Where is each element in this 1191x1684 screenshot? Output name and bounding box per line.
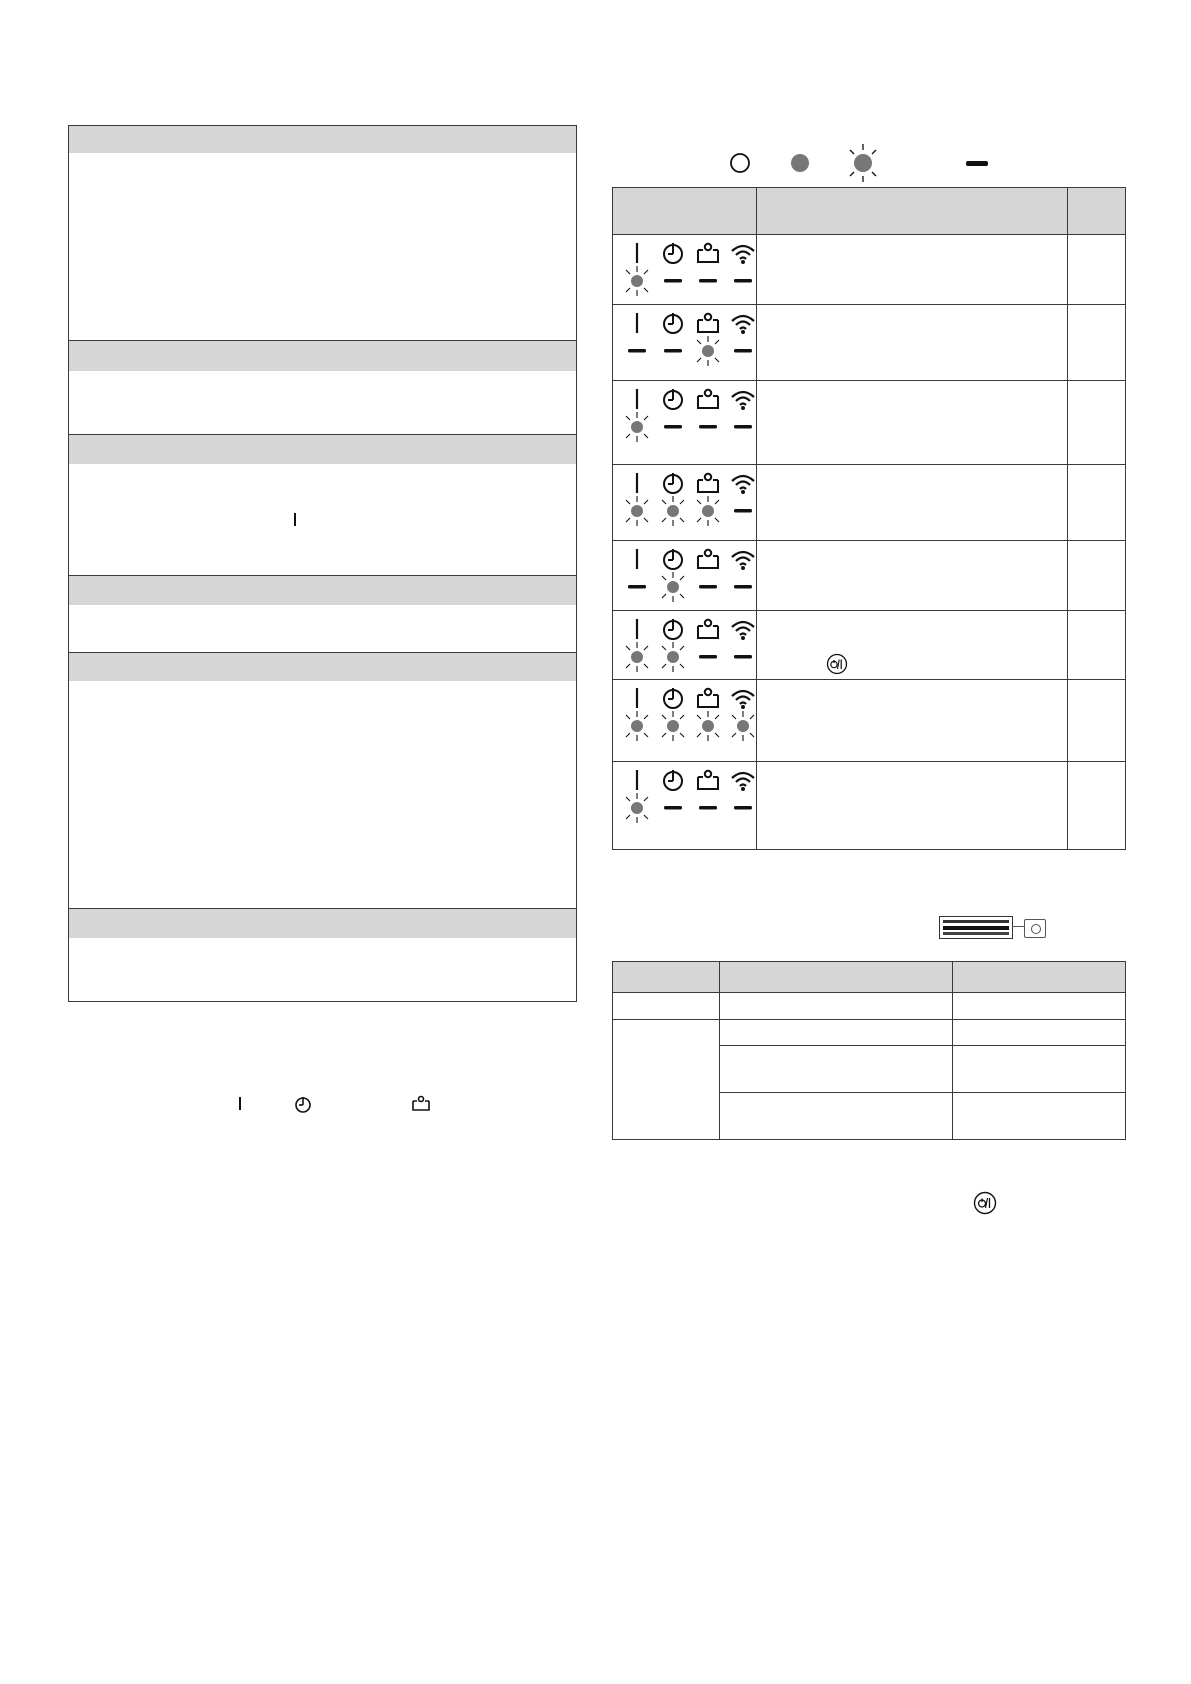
dash-icon (966, 161, 988, 166)
indicator-extra-cell (1068, 381, 1126, 465)
indicator-power-icon (624, 241, 654, 295)
timer-icon (660, 686, 686, 710)
timer-icon (660, 387, 686, 411)
tank-icon (695, 471, 721, 495)
section-header-4 (69, 576, 576, 605)
blinking-led-icon (658, 642, 688, 672)
indicator-power-icon (624, 311, 654, 365)
indicator-power-icon (624, 471, 654, 525)
dash-icon (728, 336, 758, 366)
indicator-state (622, 793, 652, 823)
tank-icon (411, 1094, 431, 1112)
indicator-icons-cell (613, 235, 757, 305)
indicator-power-icon (624, 768, 654, 822)
indicator-description-cell (757, 611, 1068, 680)
indicator-icons-cell (613, 305, 757, 381)
indicator-state (728, 572, 758, 602)
spec-table (612, 961, 1126, 1140)
indicator-state (622, 496, 652, 526)
blinking-led-icon (693, 336, 723, 366)
indicator-description-cell (757, 680, 1068, 762)
indicator-state (693, 711, 723, 741)
wifi-icon (730, 241, 756, 265)
table-row (613, 993, 1126, 1020)
power-icon (624, 471, 650, 495)
indicator-timer-icon (660, 686, 690, 740)
power-bar-icon (239, 1097, 241, 1110)
indicator-timer-icon (660, 768, 690, 822)
power-button-icon (826, 653, 848, 675)
section-header-6 (69, 909, 576, 938)
indicator-state (658, 572, 688, 602)
indicator-timer-icon (660, 311, 690, 365)
tank-icon (695, 547, 721, 571)
indicator-power-icon (624, 387, 654, 441)
indicator-row (613, 680, 1126, 762)
indicator-state (622, 266, 652, 296)
indicator-icons-cell (613, 465, 757, 541)
device-outline-icon (1024, 919, 1046, 938)
timer-icon (660, 311, 686, 335)
dash-icon (728, 412, 758, 442)
blinking-led-icon (622, 496, 652, 526)
indicator-timer-icon (660, 241, 690, 295)
blinking-led-icon (658, 496, 688, 526)
indicator-state (693, 572, 723, 602)
header-cell (720, 962, 953, 993)
tank-icon (695, 686, 721, 710)
power-icon (624, 311, 650, 335)
indicator-timer-icon (660, 387, 690, 441)
section-header-2 (69, 341, 576, 371)
indicator-state (693, 642, 723, 672)
indicator-state (728, 336, 758, 366)
blinking-led-icon (622, 266, 652, 296)
blinking-led-icon (622, 412, 652, 442)
power-icon (624, 768, 650, 792)
indicator-timer-icon (660, 471, 690, 525)
tank-icon (695, 387, 721, 411)
indicator-tank-icon (695, 686, 725, 740)
indicator-table (612, 187, 1126, 850)
indicator-state (728, 793, 758, 823)
power-button-icon (973, 1191, 997, 1215)
power-bar-icon (294, 513, 296, 526)
indicator-icons-cell (613, 381, 757, 465)
dash-icon (658, 336, 688, 366)
dash-icon (693, 793, 723, 823)
indicator-extra-cell (1068, 611, 1126, 680)
dash-icon (658, 266, 688, 296)
indicator-tank-icon (695, 768, 725, 822)
dash-icon (622, 336, 652, 366)
indicator-extra-cell (1068, 305, 1126, 381)
indicator-extra-cell (1068, 541, 1126, 611)
indicator-state (728, 711, 758, 741)
indicator-icons-cell (613, 762, 757, 850)
indicator-wifi-icon (730, 471, 760, 525)
indicator-state (728, 412, 758, 442)
header-cell (1068, 188, 1126, 235)
indicator-state (622, 642, 652, 672)
indicator-row (613, 465, 1126, 541)
blinking-led-icon (693, 711, 723, 741)
blinking-led-icon (622, 642, 652, 672)
timer-icon (660, 241, 686, 265)
indicator-row (613, 381, 1126, 465)
indicator-description-cell (757, 465, 1068, 541)
timer-icon (294, 1095, 312, 1113)
dash-icon (658, 793, 688, 823)
timer-icon (660, 617, 686, 641)
indicator-power-icon (624, 686, 654, 740)
blinking-circle-icon (844, 144, 882, 182)
indicator-state (658, 793, 688, 823)
indicator-description-cell (757, 541, 1068, 611)
indicator-extra-cell (1068, 235, 1126, 305)
wifi-icon (730, 547, 756, 571)
tank-icon (695, 241, 721, 265)
indicator-state (693, 793, 723, 823)
indicator-icons-cell (613, 680, 757, 762)
indicator-icons-cell (613, 611, 757, 680)
blinking-led-icon (728, 711, 758, 741)
indicator-row (613, 611, 1126, 680)
table-header-row (613, 188, 1126, 235)
indicator-description-cell (757, 305, 1068, 381)
blinking-led-icon (658, 572, 688, 602)
dash-icon (728, 642, 758, 672)
section-header-5 (69, 653, 576, 681)
power-icon (624, 241, 650, 265)
indicator-tank-icon (695, 547, 725, 601)
indicator-state (728, 266, 758, 296)
dash-icon (622, 572, 652, 602)
table-row (613, 1020, 1126, 1046)
indicator-row (613, 762, 1126, 850)
indicator-extra-cell (1068, 465, 1126, 541)
blinking-led-icon (658, 711, 688, 741)
tank-icon (695, 311, 721, 335)
power-icon (624, 617, 650, 641)
header-cell (757, 188, 1068, 235)
indicator-state (693, 266, 723, 296)
indicator-wifi-icon (730, 547, 760, 601)
timer-icon (660, 547, 686, 571)
indicator-tank-icon (695, 471, 725, 525)
indicator-tank-icon (695, 311, 725, 365)
power-icon (624, 686, 650, 710)
timer-icon (660, 471, 686, 495)
indicator-tank-icon (695, 241, 725, 295)
indicator-extra-cell (1068, 762, 1126, 850)
indicator-state (658, 496, 688, 526)
dash-icon (728, 266, 758, 296)
indicator-wifi-icon (730, 311, 760, 365)
indicator-state (658, 336, 688, 366)
indicator-state (693, 496, 723, 526)
header-cell (613, 962, 720, 993)
dash-icon (693, 572, 723, 602)
dash-icon (693, 266, 723, 296)
blinking-led-icon (693, 496, 723, 526)
indicator-description-cell (757, 235, 1068, 305)
indicator-state (658, 642, 688, 672)
indicator-state (693, 336, 723, 366)
blinking-led-icon (622, 793, 652, 823)
indicator-timer-icon (660, 617, 690, 671)
dash-icon (693, 642, 723, 672)
indicator-state (658, 266, 688, 296)
indicator-state (693, 412, 723, 442)
indicator-state (658, 412, 688, 442)
wifi-icon (730, 387, 756, 411)
hollow-circle-icon (729, 152, 751, 174)
section-header-3 (69, 435, 576, 464)
indicator-state (658, 711, 688, 741)
indicator-state (622, 412, 652, 442)
header-cell (953, 962, 1126, 993)
indicator-wifi-icon (730, 686, 760, 740)
wifi-icon (730, 471, 756, 495)
indicator-state (728, 642, 758, 672)
dash-icon (658, 412, 688, 442)
blinking-led-icon (622, 711, 652, 741)
filled-circle-icon (789, 152, 811, 174)
indicator-icons-cell (613, 541, 757, 611)
indicator-description-cell (757, 381, 1068, 465)
arrow-line (1012, 926, 1024, 927)
indicator-state (622, 572, 652, 602)
wifi-icon (730, 768, 756, 792)
indicator-state (622, 711, 652, 741)
indicator-tank-icon (695, 617, 725, 671)
indicator-state (622, 336, 652, 366)
dash-icon (693, 412, 723, 442)
power-icon (624, 547, 650, 571)
rating-label-image (939, 916, 1013, 939)
indicator-wifi-icon (730, 241, 760, 295)
troubleshooting-box (68, 125, 577, 1002)
dash-icon (728, 496, 758, 526)
power-icon (624, 387, 650, 411)
wifi-icon (730, 686, 756, 710)
dash-icon (728, 572, 758, 602)
indicator-wifi-icon (730, 768, 760, 822)
wifi-icon (730, 311, 756, 335)
indicator-row (613, 541, 1126, 611)
indicator-extra-cell (1068, 680, 1126, 762)
indicator-timer-icon (660, 547, 690, 601)
tank-icon (695, 617, 721, 641)
indicator-row (613, 235, 1126, 305)
tank-icon (695, 768, 721, 792)
indicator-description-cell (757, 762, 1068, 850)
indicator-tank-icon (695, 387, 725, 441)
indicator-state (728, 496, 758, 526)
indicator-wifi-icon (730, 387, 760, 441)
header-cell (613, 188, 757, 235)
indicator-row (613, 305, 1126, 381)
indicator-power-icon (624, 617, 654, 671)
indicator-wifi-icon (730, 617, 760, 671)
timer-icon (660, 768, 686, 792)
dash-icon (728, 793, 758, 823)
wifi-icon (730, 617, 756, 641)
indicator-power-icon (624, 547, 654, 601)
section-header-1 (69, 126, 576, 153)
